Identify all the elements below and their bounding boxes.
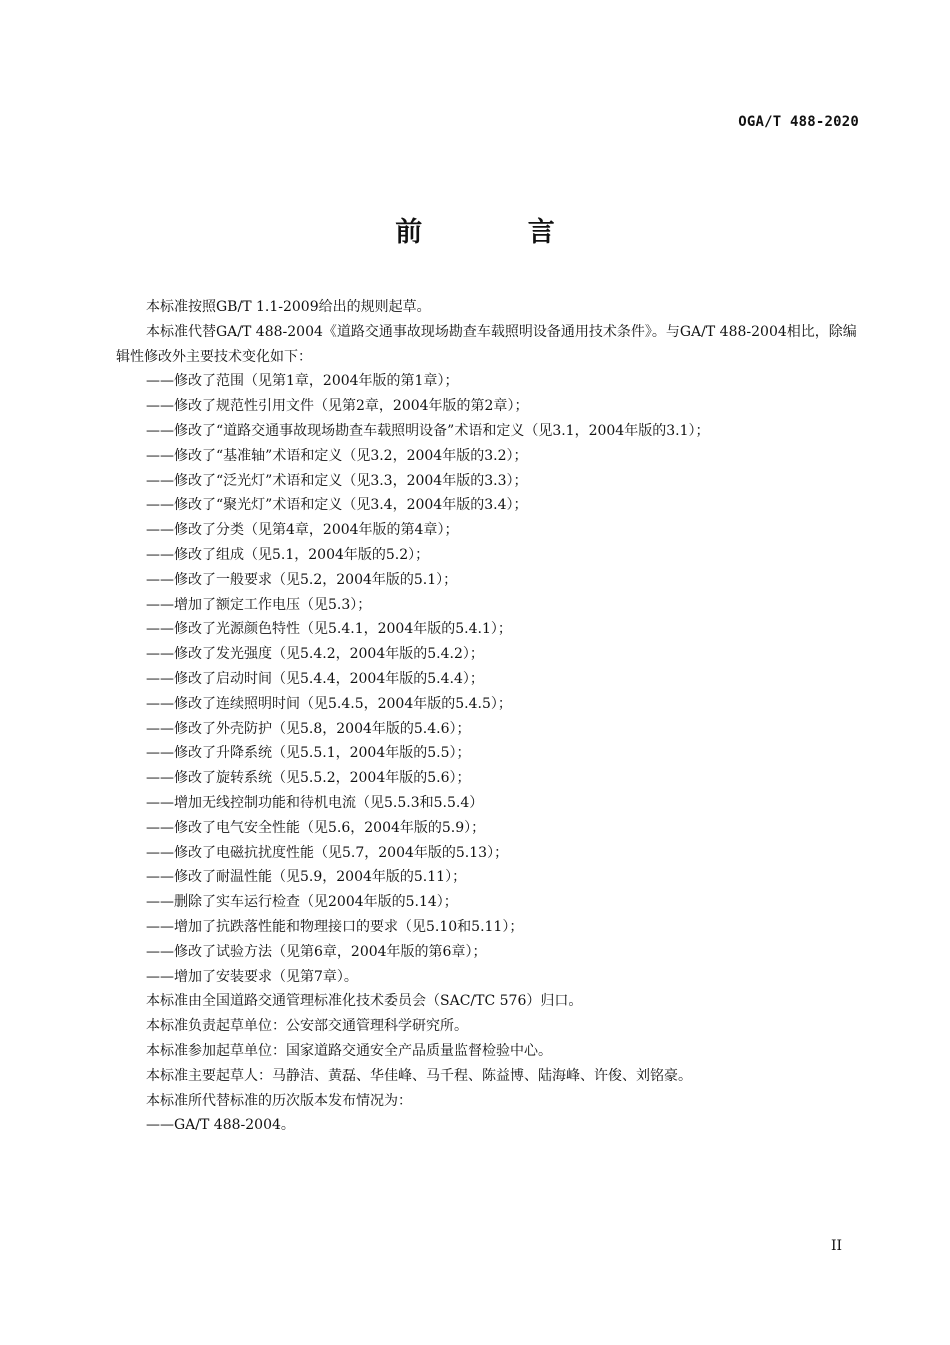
list-item: ——修改了耐温性能（见5.9，2004年版的5.11）； <box>146 869 467 886</box>
list-item: ——修改了“泛光灯”术语和定义（见3.3，2004年版的3.3）； <box>146 472 528 489</box>
paragraph-main-authors: 本标准主要起草人：马静洁、黄磊、华佳峰、马千程、陈益博、陆海峰、许俊、刘铭豪。 <box>146 1067 692 1084</box>
list-item: ——修改了一般要求（见5.2，2004年版的5.1）； <box>146 571 458 588</box>
list-item: ——修改了升降系统（见5.5.1，2004年版的5.5）； <box>146 745 471 762</box>
document-body <box>116 295 860 1138</box>
list-item: ——修改了发光强度（见5.4.2，2004年版的5.4.2）； <box>146 646 484 663</box>
paragraph-participating-drafter: 本标准参加起草单位：国家道路交通安全产品质量监督检验中心。 <box>146 1042 552 1059</box>
list-item: ——修改了分类（见第4章，2004年版的第4章）； <box>146 522 459 539</box>
paragraph-version-history: 本标准所代替标准的历次版本发布情况为： <box>146 1092 412 1109</box>
list-item: ——修改了连续照明时间（见5.4.5，2004年版的5.4.5）； <box>146 695 512 712</box>
list-item: ——增加了抗跌落性能和物理接口的要求（见5.10和5.11）； <box>146 918 524 935</box>
list-item: ——修改了试验方法（见第6章，2004年版的第6章）； <box>146 943 487 960</box>
page-title: 前 言 <box>395 217 603 248</box>
list-item: ——修改了组成（见5.1，2004年版的5.2）； <box>146 546 430 563</box>
list-item: ——修改了电气安全性能（见5.6，2004年版的5.9）； <box>146 819 486 836</box>
list-item: ——修改了“聚光灯”术语和定义（见3.4，2004年版的3.4）； <box>146 497 528 514</box>
list-item: ——修改了电磁抗扰度性能（见5.7，2004年版的5.13）； <box>146 844 509 861</box>
list-item: ——GA/T 488-2004。 <box>146 1117 295 1134</box>
list-item: ——修改了规范性引用文件（见第2章，2004年版的第2章）； <box>146 398 529 415</box>
list-item: ——删除了实车运行检查（见2004年版的5.14）； <box>146 894 458 911</box>
list-item: ——修改了范围（见第1章，2004年版的第1章）； <box>146 373 459 390</box>
paragraph-lead-drafter: 本标准负责起草单位：公安部交通管理科学研究所。 <box>146 1018 468 1035</box>
paragraph-drafting-rules: 本标准按照GB/T 1.1-2009给出的规则起草。 <box>146 299 431 315</box>
paragraph-governing-committee: 本标准由全国道路交通管理标准化技术委员会（SAC/TC 576）归口。 <box>146 993 583 1010</box>
paragraph-replacement: 本标准代替GA/T 488-2004《道路交通事故现场勘查车载照明设备通用技术条件》。与GA/T 488-2004相比，除编辑性修改外主要技术变化如下： <box>116 323 857 365</box>
list-item: ——增加无线控制功能和待机电流（见5.5.3和5.5.4） <box>146 794 484 811</box>
list-item: ——修改了“道路交通事故现场勘查车载照明设备”术语和定义（见3.1，2004年版的3.1）； <box>146 422 710 439</box>
list-item: ——修改了光源颜色特性（见5.4.1，2004年版的5.4.1）； <box>146 621 512 638</box>
list-item: ——修改了外壳防护（见5.8，2004年版的5.4.6）； <box>146 720 471 737</box>
page-number: II <box>830 1238 842 1254</box>
history-list <box>116 1113 860 1138</box>
list-item: ——增加了安装要求（见第7章）。 <box>146 968 358 985</box>
list-item: ——修改了启动时间（见5.4.4，2004年版的5.4.4）； <box>146 670 484 687</box>
list-item: ——修改了“基准轴”术语和定义（见3.2，2004年版的3.2）； <box>146 447 528 464</box>
list-item: ——增加了额定工作电压（见5.3）； <box>146 596 372 613</box>
document-code: OGA/T 488-2020 <box>738 114 859 130</box>
list-item: ——修改了旋转系统（见5.5.2，2004年版的5.6）； <box>146 770 471 787</box>
changes-list <box>116 369 860 989</box>
